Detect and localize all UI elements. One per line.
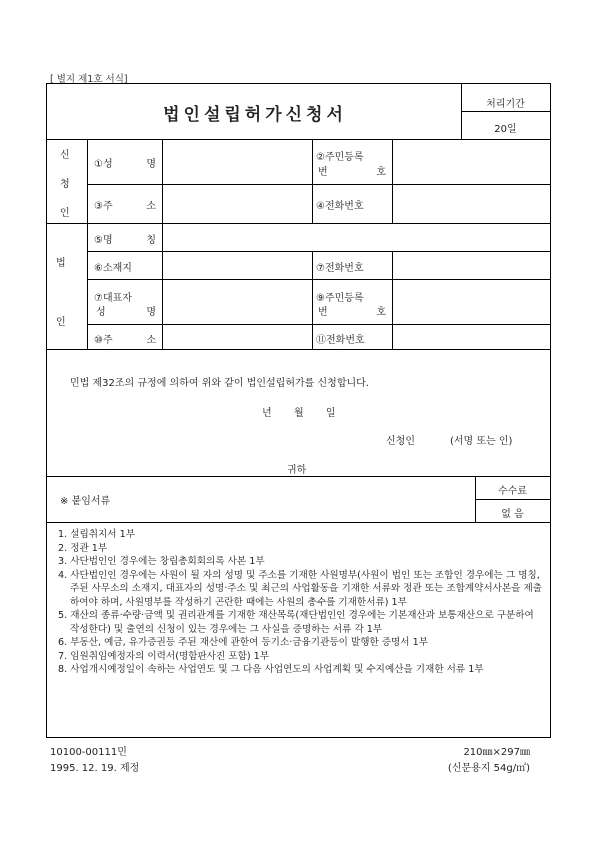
applicant-phone-field[interactable] — [392, 184, 550, 222]
form-date: 1995. 12. 19. 제정 — [50, 763, 140, 774]
applicant-signer-label: 신청인 — [386, 436, 415, 447]
processing-period-label: 처리기간 — [486, 99, 525, 110]
corp-location-field[interactable] — [162, 251, 310, 278]
attachments-list — [58, 528, 543, 677]
corp-rep-rrn-field[interactable] — [392, 279, 550, 323]
corp-name-field[interactable] — [162, 223, 550, 250]
applicant-rrn-field[interactable] — [392, 139, 550, 183]
corp-rep-rrn-label-2: 번 호 — [318, 307, 386, 318]
list-item: 1. 설립취지서 1부 — [58, 529, 135, 540]
paper-type: (신문용지 54g/㎡) — [447, 763, 530, 774]
corp-rep-field[interactable] — [162, 279, 310, 323]
corp-side-label-1: 법 — [56, 258, 66, 269]
fee-label: 수수료 — [498, 486, 527, 497]
applicant-phone-label: ④전화번호 — [316, 201, 364, 212]
fee-value: 없 음 — [501, 509, 524, 520]
date-line[interactable]: 년 월 일 — [262, 408, 336, 419]
signature-field[interactable]: (서명 또는 인) — [450, 436, 513, 447]
corp-rep-label-2: 성 명 — [96, 307, 156, 318]
addressee: 귀하 — [287, 465, 307, 476]
list-item: 8. 사업개시예정일이 속하는 사업연도 및 그 다음 사업연도의 사업계획 및 수지예산을 기재한 서류 1부 — [58, 664, 484, 675]
corp-phone-field[interactable] — [392, 251, 550, 278]
list-item: 4. 사단법인인 경우에는 사원이 될 자의 성명 및 주소를 기재한 사원명부(사원이 법인 또는 조합인 경우에는 그 명칭, 주된 사무소의 소재지, 대표자의 성명·주소 및 최근의 사업활동을 기재한 서류와 정관 또는 조합계약서사본을 제출하여야 하며, 사원명부를 작성하기 곤란한 때에는 사원의 총수를 기재한서류) 1부 — [58, 569, 543, 608]
list-item: 2. 정관 1부 — [58, 542, 108, 554]
corp-location-label: ⑥소재지 — [94, 263, 132, 274]
applicant-side-label-3: 인 — [60, 208, 70, 219]
form-title: 법인설립허가신청서 — [163, 105, 347, 125]
list-item: 7. 임원취임예정자의 이력서(명함판사진 포함) 1부 — [58, 650, 270, 662]
applicant-side-label-1: 신 — [60, 150, 70, 161]
applicant-side-label-2: 청 — [60, 179, 70, 190]
corp-phone2-field[interactable] — [392, 324, 550, 348]
application-statement: 민법 제32조의 규정에 의하여 위와 같이 법인설립허가를 신청합니다. — [70, 378, 369, 389]
corp-phone-label: ⑦전화번호 — [316, 263, 364, 274]
corp-rep-rrn-label: ⑨주민등록 — [316, 293, 364, 304]
corp-name-label: ⑤명 칭 — [94, 235, 156, 246]
processing-period-value: 20일 — [494, 124, 517, 135]
attachments-title: ※ 붙임서류 — [60, 496, 111, 507]
applicant-name-label: ①성 명 — [94, 159, 156, 170]
applicant-name-field[interactable] — [162, 139, 310, 183]
corp-address-field[interactable] — [162, 324, 310, 348]
list-item: 3. 사단법인인 경우에는 창립총회회의록 사본 1부 — [58, 556, 265, 567]
corp-address-label: ⑩주 소 — [94, 335, 156, 346]
corp-phone2-label: ⑪전화번호 — [316, 335, 365, 346]
applicant-address-field[interactable] — [162, 184, 310, 222]
form-tag: [ 별지 제1호 서식] — [50, 74, 128, 85]
corp-side-label-2: 인 — [56, 317, 66, 328]
form-code: 10100-00111민 — [50, 747, 127, 758]
applicant-address-label: ③주 소 — [94, 201, 156, 212]
list-item: 5. 재산의 종류·수량·금액 및 권리관계를 기재한 재산목록(재단법인인 경우에는 기본재산과 보통재산으로 구분하여 작성한다) 및 출연의 신청이 있는 경우에는 그 사실을 증명하는 서류 각 1부 — [58, 610, 534, 635]
corp-rep-label: ⑦대표자 — [94, 293, 132, 304]
paper-size: 210㎜×297㎜ — [463, 747, 530, 758]
applicant-rrn-label-2: 번 호 — [318, 167, 386, 178]
list-item: 6. 부동산, 예금, 유가증권등 주된 재산에 관한여 등기소·금융기관등이 발행한 증명서 1부 — [58, 637, 428, 648]
applicant-rrn-label: ②주민등록 — [316, 152, 364, 163]
